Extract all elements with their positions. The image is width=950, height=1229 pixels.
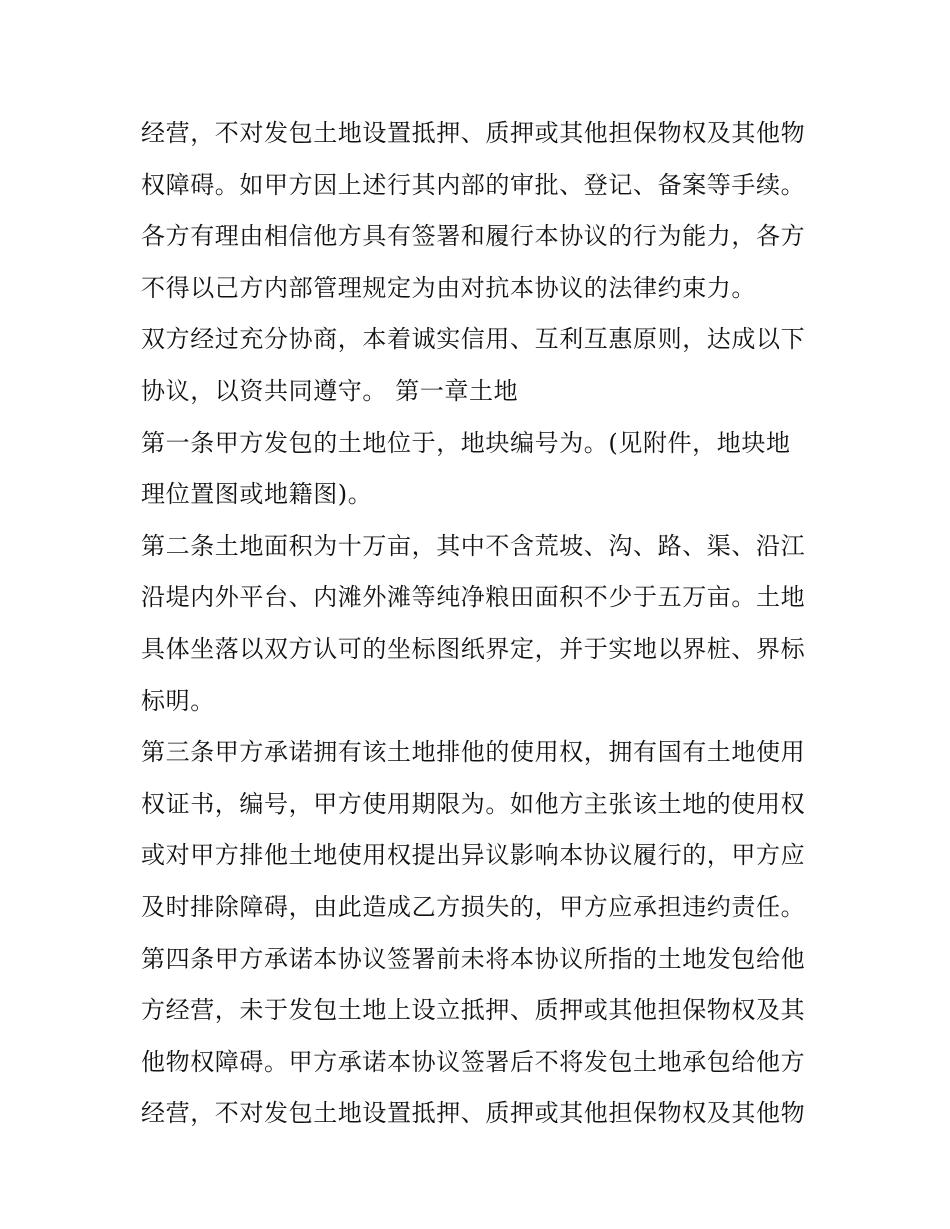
text-line: 及时排除障碍，由此造成乙方损失的，甲方应承担违约责任。 (141, 892, 806, 921)
text-line: 理位置图或地籍图)。 (141, 480, 373, 509)
text-line: 经营，不对发包土地设置抵押、质押或其他担保物权及其他物 (141, 1099, 806, 1128)
text-line: 或对甲方排他土地使用权提出异议影响本协议履行的，甲方应 (141, 841, 806, 870)
text-line: 沿堤内外平台、内滩外滩等纯净粮田面积不少于五万亩。土地 (141, 583, 806, 612)
text-line: 方经营，未于发包土地上设立抵押、质押或其他担保物权及其 (141, 996, 806, 1025)
text-line: 他物权障碍。甲方承诺本协议签署后不将发包土地承包给他方 (141, 1047, 806, 1076)
text-line: 第一条甲方发包的土地位于，地块编号为。(见附件，地块地 (141, 428, 791, 457)
text-line: 经营，不对发包土地设置抵押、质押或其他担保物权及其他物 (141, 119, 806, 147)
text-line: 不得以己方内部管理规定为由对抗本协议的法律约束力。 (141, 273, 756, 302)
text-line: 权证书，编号，甲方使用期限为。如他方主张该土地的使用权 (141, 789, 806, 818)
document-body (141, 108, 821, 1140)
text-line: 第三条甲方承诺拥有该土地排他的使用权，拥有国有土地使用 (141, 738, 806, 767)
text-line: 协议，以资共同遵守。 第一章土地 (141, 376, 519, 405)
text-line: 第二条土地面积为十万亩，其中不含荒坡、沟、路、渠、沿江 (141, 531, 806, 560)
text-line: 权障碍。如甲方因上述行其内部的审批、登记、备案等手续。 (141, 170, 806, 199)
text-line: 各方有理由相信他方具有签署和履行本协议的行为能力，各方 (141, 222, 806, 251)
text-line: 标明。 (141, 686, 215, 715)
text-line: 第四条甲方承诺本协议签署前未将本协议所指的土地发包给他 (141, 944, 806, 973)
text-line: 具体坐落以双方认可的坐标图纸界定，并于实地以界桩、界标 (141, 634, 806, 663)
text-line: 双方经过充分协商，本着诚实信用、互利互惠原则，达成以下 (141, 325, 806, 354)
